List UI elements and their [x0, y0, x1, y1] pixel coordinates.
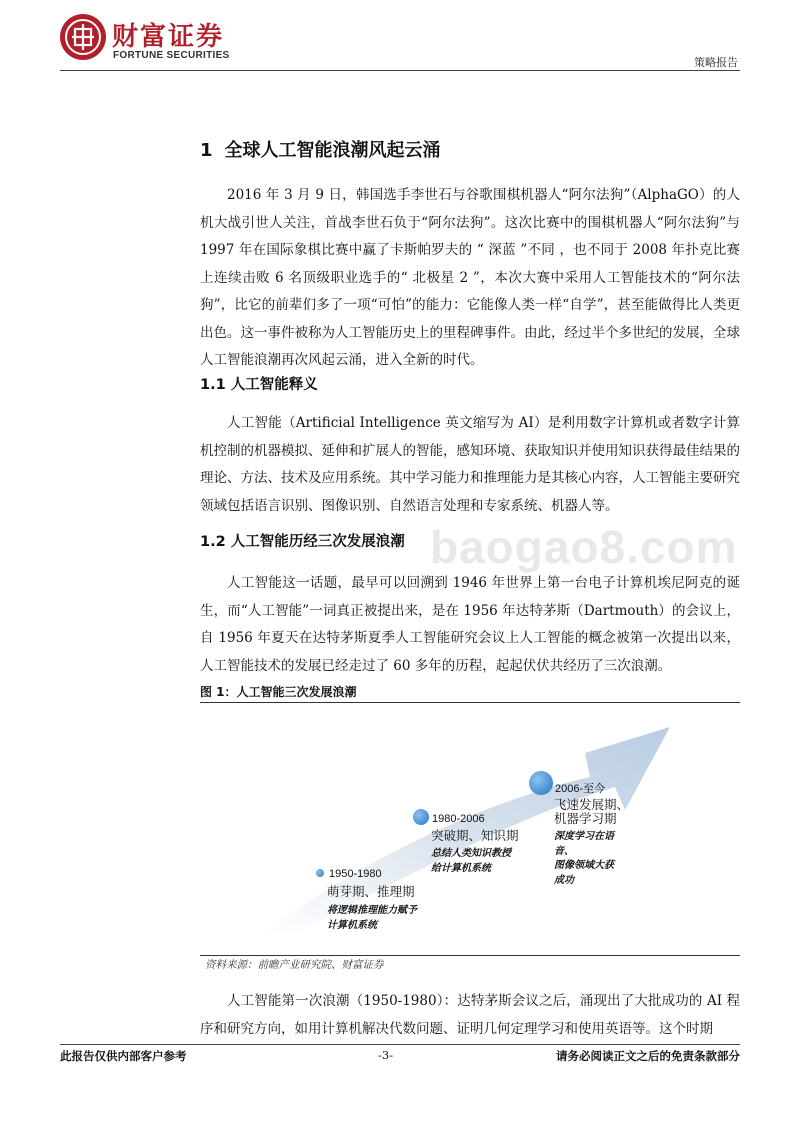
stage-1-years: 1950-1980: [329, 868, 382, 880]
stage-dot-3: [529, 771, 553, 795]
stage-3-desc-2: 图像领域大获成功: [554, 860, 614, 886]
figure-caption: 图 1：人工智能三次发展浪潮: [200, 685, 357, 699]
stage-2-years: 1980-2006: [432, 813, 485, 825]
first-wave-paragraph: 人工智能第一次浪潮（1950-1980）：达特茅斯会议之后，涌现出了大批成功的 AI 程序和研究方向，如用计算机解决代数问题、证明几何定理学习和使用英语等。这个时期: [200, 993, 740, 1037]
page-header: [60, 14, 740, 70]
stage-3-name: 飞速发展期、机器学习期: [554, 798, 630, 826]
definition-paragraph: 人工智能（Artificial Intelligence 英文缩写为 AI）是利用数字计算机或者数字计算机控制的机器模拟、延伸和扩展人的智能，感知环境、获取知识并使用知识获得最佳结果的理论、方法、技术及应用系统。其中学习能力和推理能力是其核心内容，人工智能主要研究领域包括语言识别、图像识别、自然语言处理和专家系统、机器人等。: [200, 415, 740, 514]
section-title-text: 全球人工智能浪潮风起云涌: [224, 140, 441, 161]
stage-3-years: 2006-至今: [555, 783, 606, 795]
history-paragraph: 人工智能这一话题，最早可以回溯到 1946 年世界上第一台电子计算机埃尼阿克的诞生，而“人工智能”一词真正被提出来，是在 1956 年达特茅斯（Dartmouth）的会议上，自 1956 年夏天在达特茅斯夏季人工智能研究会议上人工智能的概念被第一次提出以来，人工智能技术的发展已经走过了 60 多年的历程，起起伏伏共经历了三次浪潮。: [200, 575, 740, 674]
footer-disclaimer: 此报告仅供内部客户参考: [60, 1049, 187, 1063]
stage-2-name: 突破期、知识期: [431, 829, 519, 843]
company-name-en: FORTUNE SECURITIES: [113, 50, 230, 61]
watermark: baogao8.com: [430, 521, 738, 573]
stage-3-desc-1: 深度学习在语音、: [554, 831, 614, 857]
fortune-logo-icon: [60, 14, 106, 60]
stage-dot-1: [316, 869, 324, 877]
subsection-title-1-2: 1.2 人工智能历经三次发展浪潮: [200, 534, 405, 550]
section-title: [200, 136, 441, 162]
section-number: 1: [200, 140, 213, 161]
footer-notice: 请务必阅读正文之后的免责条款部分: [556, 1049, 740, 1063]
stage-2-desc: 总结人类知识教授给计算机系统: [431, 848, 511, 874]
footer-divider: [60, 1044, 740, 1045]
ai-waves-figure: [200, 705, 740, 953]
stage-dot-2: [413, 809, 429, 825]
page-number: -3-: [378, 1048, 394, 1062]
figure-source: 资料来源：前瞻产业研究院、财富证券: [205, 959, 384, 971]
company-name-cn: 财富证券: [112, 22, 225, 52]
header-divider: [60, 70, 740, 71]
figure-top-rule: [200, 702, 740, 703]
figure-bottom-rule: [200, 955, 740, 956]
stage-1-name: 萌芽期、推理期: [327, 885, 415, 899]
intro-paragraph: 2016 年 3 月 9 日，韩国选手李世石与谷歌围棋机器人“阿尔法狗”（AlphaGO）的人机大战引世人关注，首战李世石负于“阿尔法狗”。这次比赛中的围棋机器人“阿尔法狗”与 1997 年在国际象棋比赛中赢了卡斯帕罗夫的 “ 深蓝 ”不同 ，也不同于 2008 年扑克比赛上连续击败 6 名顶级职业选手的“ 北极星 2 ”，本次大赛中采用人工智能技术的“阿尔法狗”，比它的前辈们多了一项“可怕”的能力：它能像人类一样“自学”，甚至能做得比人类更出色。这一事件被称为人工智能历史上的里程碑事件。由此，经过半个多世纪的发展，全球人工智能浪潮再次风起云涌，进入全新的时代。: [200, 187, 740, 368]
document-type: 策略报告: [694, 56, 738, 69]
subsection-title-1-1: 1.1 人工智能释义: [200, 377, 318, 393]
stage-1-desc: 将逻辑推理能力赋予计算机系统: [327, 905, 417, 931]
